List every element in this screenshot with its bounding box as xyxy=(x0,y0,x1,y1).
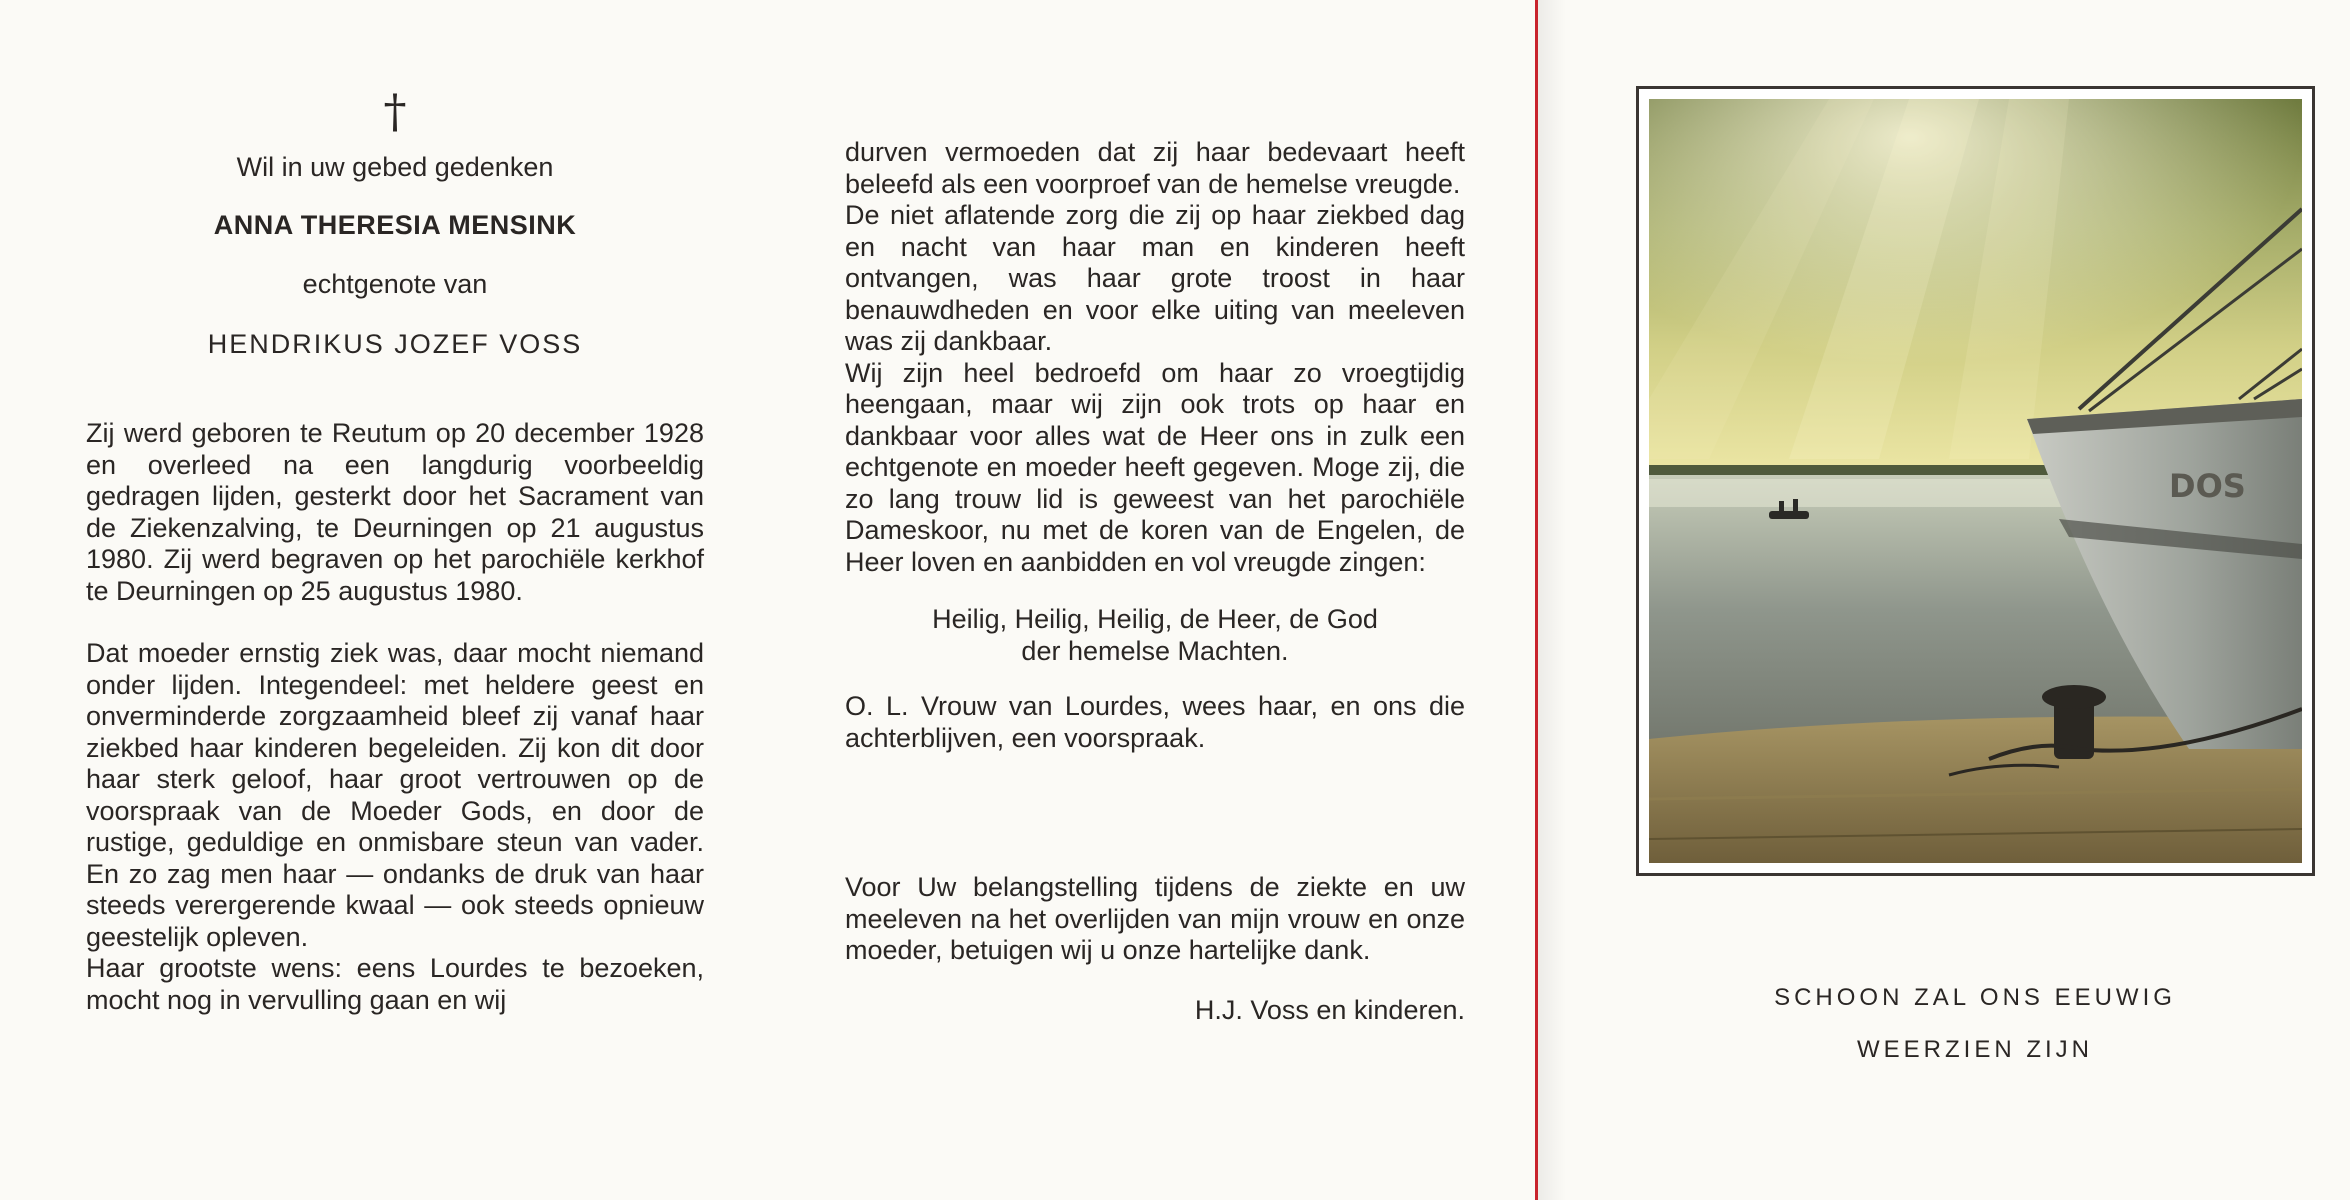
hymn-line: der hemelse Machten. xyxy=(1021,635,1289,666)
deceased-name: ANNA THERESIA MENSINK xyxy=(213,209,577,240)
greeting: Wil in uw gebed gedenken xyxy=(236,152,554,182)
left-page xyxy=(86,84,704,1016)
cross-icon: † xyxy=(383,84,407,138)
card-fold-shadow xyxy=(1538,0,1566,1200)
caption-line: WEERZIEN ZIJN xyxy=(1857,1036,2093,1063)
lourdes-paragraph: Haar grootste wens: eens Lourdes te bezoeken, mocht nog in vervulling gaan en wij xyxy=(86,953,704,1015)
photo-frame xyxy=(1636,86,2315,876)
spouse-intro: echtgenote van xyxy=(302,269,488,299)
prayer: O. L. Vrouw van Lourdes, wees haar, en ons die achterblijven, een voorspraak. xyxy=(845,691,1465,753)
boat-name: DOS xyxy=(2169,467,2246,505)
boat-on-shore-illustration xyxy=(1649,99,2302,863)
caption-line: SCHOON ZAL ONS EEUWIG xyxy=(1774,984,2176,1011)
thanks-paragraph: Voor Uw belangstelling tijdens de ziekte en uw meeleven na het overlijden van mijn vrouw en onze moeder, betuigen wij u onze hartelijke dank. xyxy=(845,872,1465,965)
middle-page xyxy=(845,137,1465,1026)
memorial-caption xyxy=(1640,972,2310,1076)
harbor-photo xyxy=(1649,99,2302,863)
grief-paragraph: Wij zijn heel bedroefd om haar zo vroegtijdig heengaan, maar wij zijn ook trots op haar en dankbaar voor alles wat de Heer ons in zulk een echtgenote en moeder heeft gegeven. Moge zij, die zo lang trouw lid is geweest van het parochiële Dameskoor, nu met de koren van de Engelen, de Heer loven en aanbidden en vol vreugde zingen: xyxy=(845,357,1465,577)
care-paragraph: De niet aflatende zorg die zij op haar ziekbed dag en nacht van haar man en kinderen heeft ontvangen, was haar grote troost in haar benauwdheden en voor elke uiting van meeleven was zij dankbaar. xyxy=(845,200,1465,356)
pilgrimage-paragraph: durven vermoeden dat zij haar bedevaart heeft beleefd als een voorproef van de hemelse vreugde. xyxy=(845,137,1465,199)
spouse-name: HENDRIKUS JOZEF VOSS xyxy=(207,328,583,359)
signature: H.J. Voss en kinderen. xyxy=(1194,994,1465,1025)
hymn xyxy=(845,604,1465,667)
hymn-line: Heilig, Heilig, Heilig, de Heer, de God xyxy=(932,604,1378,634)
biography-paragraph: Zij werd geboren te Reutum op 20 december 1928 en overleed na een langdurig voorbeeldig gedragen lijden, gesterkt door het Sacrament van de Ziekenzalving, te Deurningen op 21 augustus 1980. Zij werd begraven op het parochiële kerkhof te Deurningen op 25 augustus 1980. xyxy=(86,418,704,606)
illness-paragraph: Dat moeder ernstig ziek was, daar mocht niemand onder lijden. Integendeel: met heldere geest en onverminderde zorgzaamheid bleef zij vanaf haar ziekbed haar kinderen begeleiden. Zij kon dit door haar sterk geloof, haar groot vertrouwen op de voorspraak van de Moeder Gods, en door de rustige, geduldige en onmisbare steun van vader. En zo zag men haar — ondanks de druk van haar steeds verergerende kwaal — ook steeds opnieuw geestelijk opleven. xyxy=(86,638,704,952)
